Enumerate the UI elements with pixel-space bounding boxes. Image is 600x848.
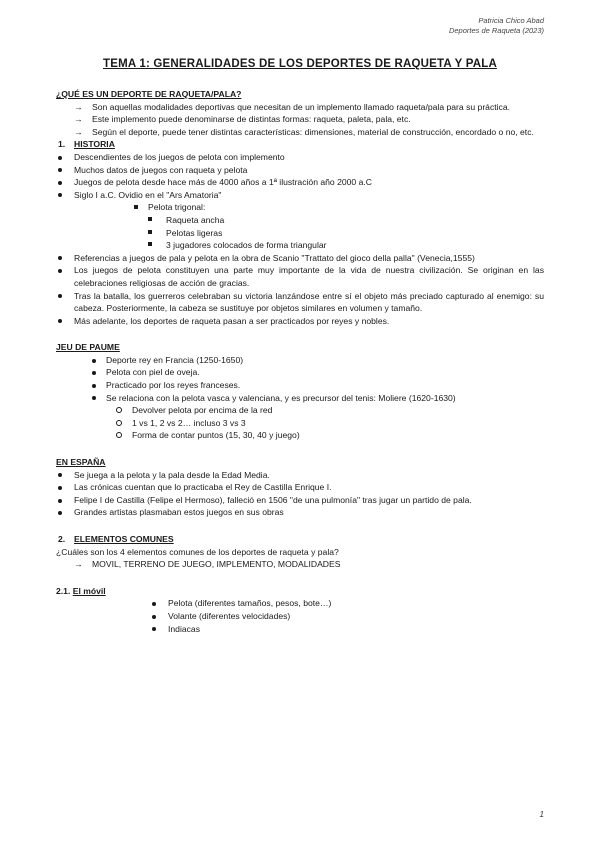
list-item: Referencias a juegos de pala y pelota en la obra de Scanio "Trattato del gioco della palla" (Venecia,1555) bbox=[56, 252, 544, 265]
arrow-item: → Este implemento puede denominarse de distintas formas: raqueta, paleta, pala, etc. bbox=[74, 114, 411, 125]
arrow-icon: → bbox=[74, 114, 83, 125]
arrow-item: → MOVIL, TERRENO DE JUEGO, IMPLEMENTO, MODALIDADES bbox=[74, 559, 341, 570]
bullet-icon bbox=[152, 623, 156, 636]
list-item: Se juega a la pelota y la pala desde la Edad Media. bbox=[56, 469, 544, 482]
document-body bbox=[56, 88, 544, 635]
arrow-icon: → bbox=[74, 559, 83, 570]
arrow-icon: → bbox=[74, 101, 83, 112]
list-item: Volante (diferentes velocidades) bbox=[56, 610, 544, 623]
espana-heading: EN ESPAÑA bbox=[56, 457, 106, 468]
square-bullet-icon bbox=[148, 227, 152, 240]
list-item: Felipe I de Castilla (Felipe el Hermoso), falleció en 1506 "de una pulmonía" tras jugar un partido de pala. bbox=[56, 494, 544, 507]
bullet-icon bbox=[92, 354, 96, 367]
bullet-icon bbox=[58, 164, 62, 177]
list-item: Los juegos de pelota constituyen una parte muy importante de la vida de nuestra civilización. Se originan en las celebraciones religiosas de acción de gracias. bbox=[56, 264, 544, 289]
historia-list bbox=[56, 151, 544, 327]
list-item: Tras la batalla, los guerreros celebraban su victoria lanzándose entre sí el objeto más preciado capturado al enemigo: su cabeza. Posteriormente, la cabeza se sustituye por objetos similares en volumen y tamaño. bbox=[56, 290, 544, 315]
page-title: TEMA 1: GENERALIDADES DE LOS DEPORTES DE RAQUETA Y PALA bbox=[103, 58, 497, 70]
bullet-icon bbox=[58, 290, 62, 303]
header-author: Patricia Chico Abad bbox=[478, 16, 544, 25]
list-item: Pelota con piel de oveja. bbox=[56, 366, 544, 379]
historia-heading: 1. HISTORIA bbox=[58, 139, 115, 150]
bullet-icon bbox=[58, 481, 62, 494]
square-bullet-icon bbox=[148, 214, 152, 227]
bullet-icon bbox=[152, 610, 156, 623]
bullet-icon bbox=[58, 189, 62, 202]
sub-list-item: Forma de contar puntos (15, 30, 40 y juego) bbox=[56, 429, 544, 442]
bullet-icon bbox=[58, 469, 62, 482]
bullet-icon bbox=[152, 597, 156, 610]
intro-list bbox=[56, 101, 544, 139]
list-item: Juegos de pelota desde hace más de 4000 años a 1ª ilustración año 2000 a.C bbox=[56, 176, 544, 189]
bullet-icon bbox=[58, 151, 62, 164]
jeu-heading: JEU DE PAUME bbox=[56, 342, 120, 353]
elementos-question: ¿Cuáles son los 4 elementos comunes de los deportes de raqueta y pala? bbox=[56, 546, 339, 557]
list-item: Muchos datos de juegos con raqueta y pelota bbox=[56, 164, 544, 177]
bullet-icon bbox=[58, 252, 62, 265]
bullet-icon bbox=[58, 264, 62, 277]
page-header bbox=[449, 16, 544, 36]
sub-list-item: Pelotas ligeras bbox=[56, 227, 544, 240]
bullet-icon bbox=[58, 176, 62, 189]
circle-bullet-icon bbox=[116, 404, 122, 417]
sub-list-item: 1 vs 1, 2 vs 2… incluso 3 vs 3 bbox=[56, 417, 544, 430]
movil-heading: 2.1. El móvil bbox=[56, 585, 106, 596]
elementos-heading: 2. ELEMENTOS COMUNES bbox=[58, 534, 174, 544]
list-item: Más adelante, los deportes de raqueta pasan a ser practicados por reyes y nobles. bbox=[56, 315, 544, 328]
list-item: Indiacas bbox=[56, 623, 544, 636]
list-item: Pelota (diferentes tamaños, pesos, bote…) bbox=[56, 597, 544, 610]
bullet-icon bbox=[92, 366, 96, 379]
movil-list bbox=[56, 597, 544, 635]
list-item: Se relaciona con la pelota vasca y valenciana, y es precursor del tenis: Moliere (1620-1630) bbox=[56, 392, 544, 405]
arrow-item: → Son aquellas modalidades deportivas que necesitan de un implemento llamado raqueta/pala para su práctica. bbox=[74, 101, 511, 112]
jeu-list bbox=[56, 354, 544, 442]
list-item: Practicado por los reyes franceses. bbox=[56, 379, 544, 392]
bullet-icon bbox=[92, 392, 96, 405]
arrow-icon: → bbox=[74, 126, 83, 137]
list-item: Descendientes de los juegos de pelota con implemento bbox=[56, 151, 544, 164]
bullet-icon bbox=[58, 506, 62, 519]
list-item: Deporte rey en Francia (1250-1650) bbox=[56, 354, 544, 367]
espana-list bbox=[56, 469, 544, 519]
bullet-icon bbox=[92, 379, 96, 392]
page-number: 1 bbox=[539, 810, 544, 819]
circle-bullet-icon bbox=[116, 417, 122, 430]
square-bullet-icon bbox=[148, 239, 152, 252]
list-item: Siglo I a.C. Ovidio en el "Ars Amatoria" bbox=[56, 189, 544, 202]
bullet-icon bbox=[58, 494, 62, 507]
bullet-icon bbox=[58, 315, 62, 328]
sub-list-item: 3 jugadores colocados de forma triangular bbox=[56, 239, 544, 252]
sub-list-label: Pelota trigonal: bbox=[56, 201, 544, 214]
circle-bullet-icon bbox=[116, 429, 122, 442]
list-item: Grandes artistas plasmaban estos juegos en sus obras bbox=[56, 506, 544, 519]
sub-list-item: Devolver pelota por encima de la red bbox=[56, 404, 544, 417]
square-bullet-icon bbox=[134, 201, 138, 214]
arrow-item: → Según el deporte, puede tener distintas características: dimensiones, material de construcción, encordado o no, etc. bbox=[74, 126, 534, 137]
list-item: Las crónicas cuentan que lo practicaba el Rey de Castilla Enrique I. bbox=[56, 481, 544, 494]
header-subtitle: Deportes de Raqueta (2023) bbox=[448, 26, 544, 35]
intro-heading: ¿QUÉ ES UN DEPORTE DE RAQUETA/PALA? bbox=[56, 89, 242, 99]
sub-list-item: Raqueta ancha bbox=[56, 214, 544, 227]
